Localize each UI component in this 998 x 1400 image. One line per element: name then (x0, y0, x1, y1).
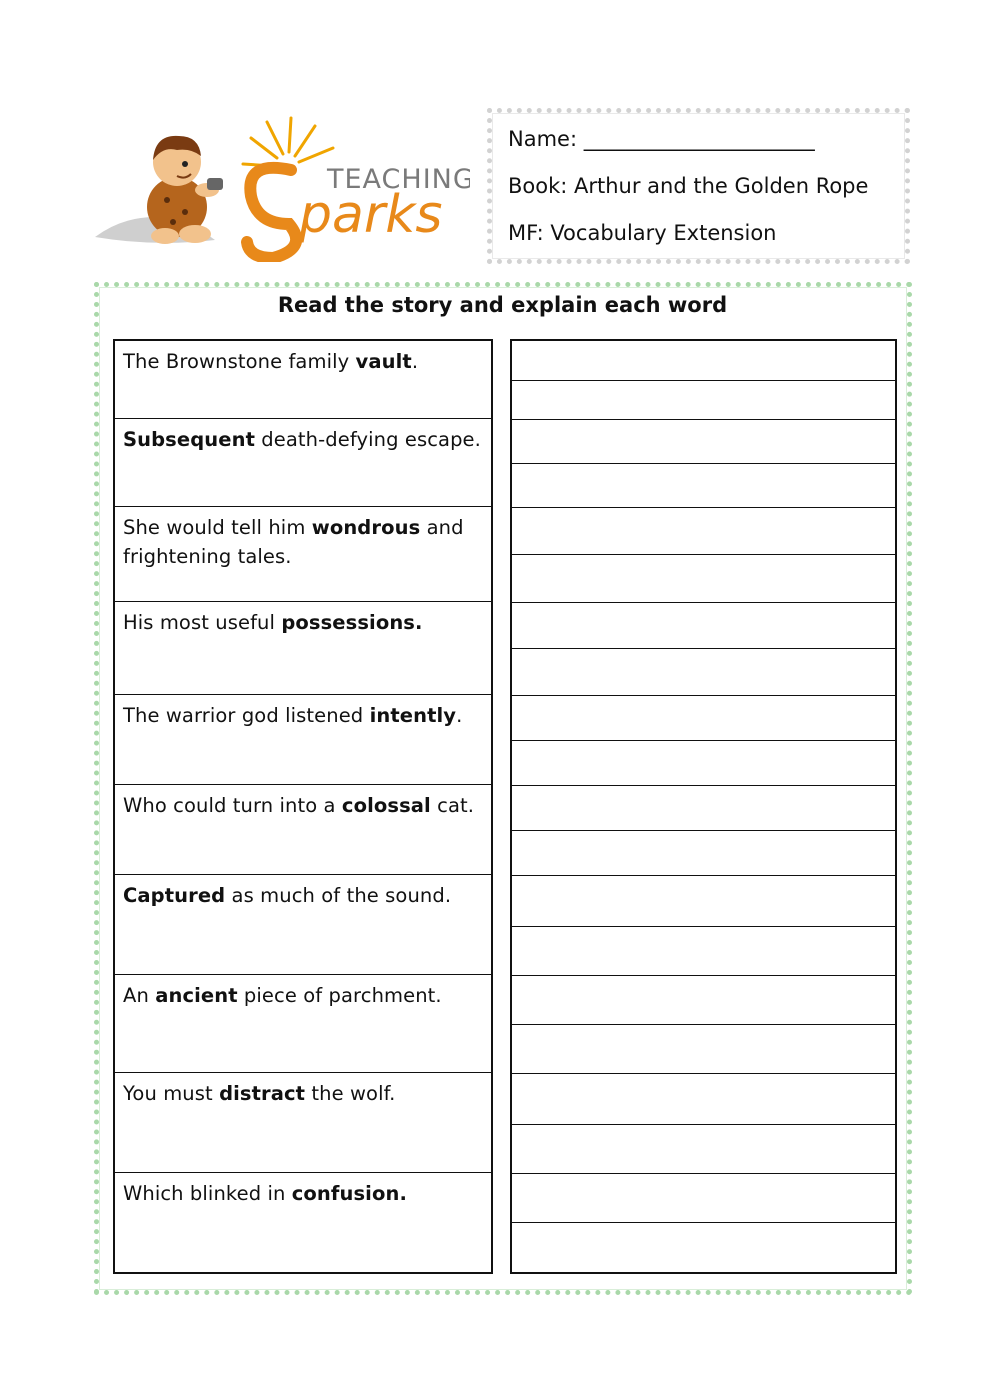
caveman-mascot-icon (95, 112, 470, 262)
vocab-word: ancient (155, 984, 238, 1007)
book-title: Book: Arthur and the Golden Rope (508, 174, 869, 198)
answer-row-divider (512, 1073, 895, 1074)
answer-line[interactable] (512, 926, 895, 927)
phrase-row: Subsequent death-defying escape. (115, 419, 491, 507)
phrase-table (113, 339, 493, 1274)
brand-top-text: TEACHING (327, 164, 470, 195)
phrase-row: Who could turn into a colossal cat. (115, 785, 491, 875)
phrase-row: She would tell him wondrous and frightening tales. (115, 507, 491, 602)
vocab-word: possessions. (281, 611, 423, 634)
phrase-row: Captured as much of the sound. (115, 875, 491, 975)
vocab-word: intently (369, 704, 457, 727)
worksheet-instruction: Read the story and explain each word (277, 293, 728, 317)
answer-row-divider (512, 1173, 895, 1174)
answer-line[interactable] (512, 1124, 895, 1125)
answer-row-divider (512, 975, 895, 976)
answer-area[interactable] (510, 339, 897, 1274)
vocab-word: confusion. (291, 1182, 407, 1205)
answer-line[interactable] (512, 380, 895, 381)
answer-line[interactable] (512, 554, 895, 555)
answer-row-divider (512, 602, 895, 603)
vocab-word: distract (219, 1082, 306, 1105)
answer-row-divider (512, 507, 895, 508)
answer-line[interactable] (512, 463, 895, 464)
phrase-row: You must distract the wolf. (115, 1073, 491, 1173)
answer-row-divider (512, 785, 895, 786)
student-info-box (487, 108, 910, 264)
answer-line[interactable] (512, 1024, 895, 1025)
vocab-word: Subsequent (123, 428, 255, 451)
answer-row-divider (512, 419, 895, 420)
teaching-sparks-logo (95, 112, 470, 262)
vocab-word: vault (355, 350, 412, 373)
vocab-word: wondrous (311, 516, 421, 539)
vocab-word: Captured (123, 884, 226, 907)
name-field[interactable]: Name: ______________________ (508, 127, 815, 151)
phrase-row: The Brownstone family vault. (115, 341, 491, 419)
answer-line[interactable] (512, 1222, 895, 1223)
brand-bottom-text: parks (299, 185, 443, 245)
answer-row-divider (512, 695, 895, 696)
answer-line[interactable] (512, 648, 895, 649)
phrase-row: The warrior god listened intently. (115, 695, 491, 785)
answer-line[interactable] (512, 830, 895, 831)
phrase-row: An ancient piece of parchment. (115, 975, 491, 1073)
answer-line[interactable] (512, 740, 895, 741)
phrase-row: Which blinked in confusion. (123, 1182, 407, 1205)
mf-subtitle: MF: Vocabulary Extension (508, 221, 777, 245)
answer-row-divider (512, 875, 895, 876)
vocab-word: colossal (341, 794, 431, 817)
phrase-row: His most useful possessions. (115, 602, 491, 695)
